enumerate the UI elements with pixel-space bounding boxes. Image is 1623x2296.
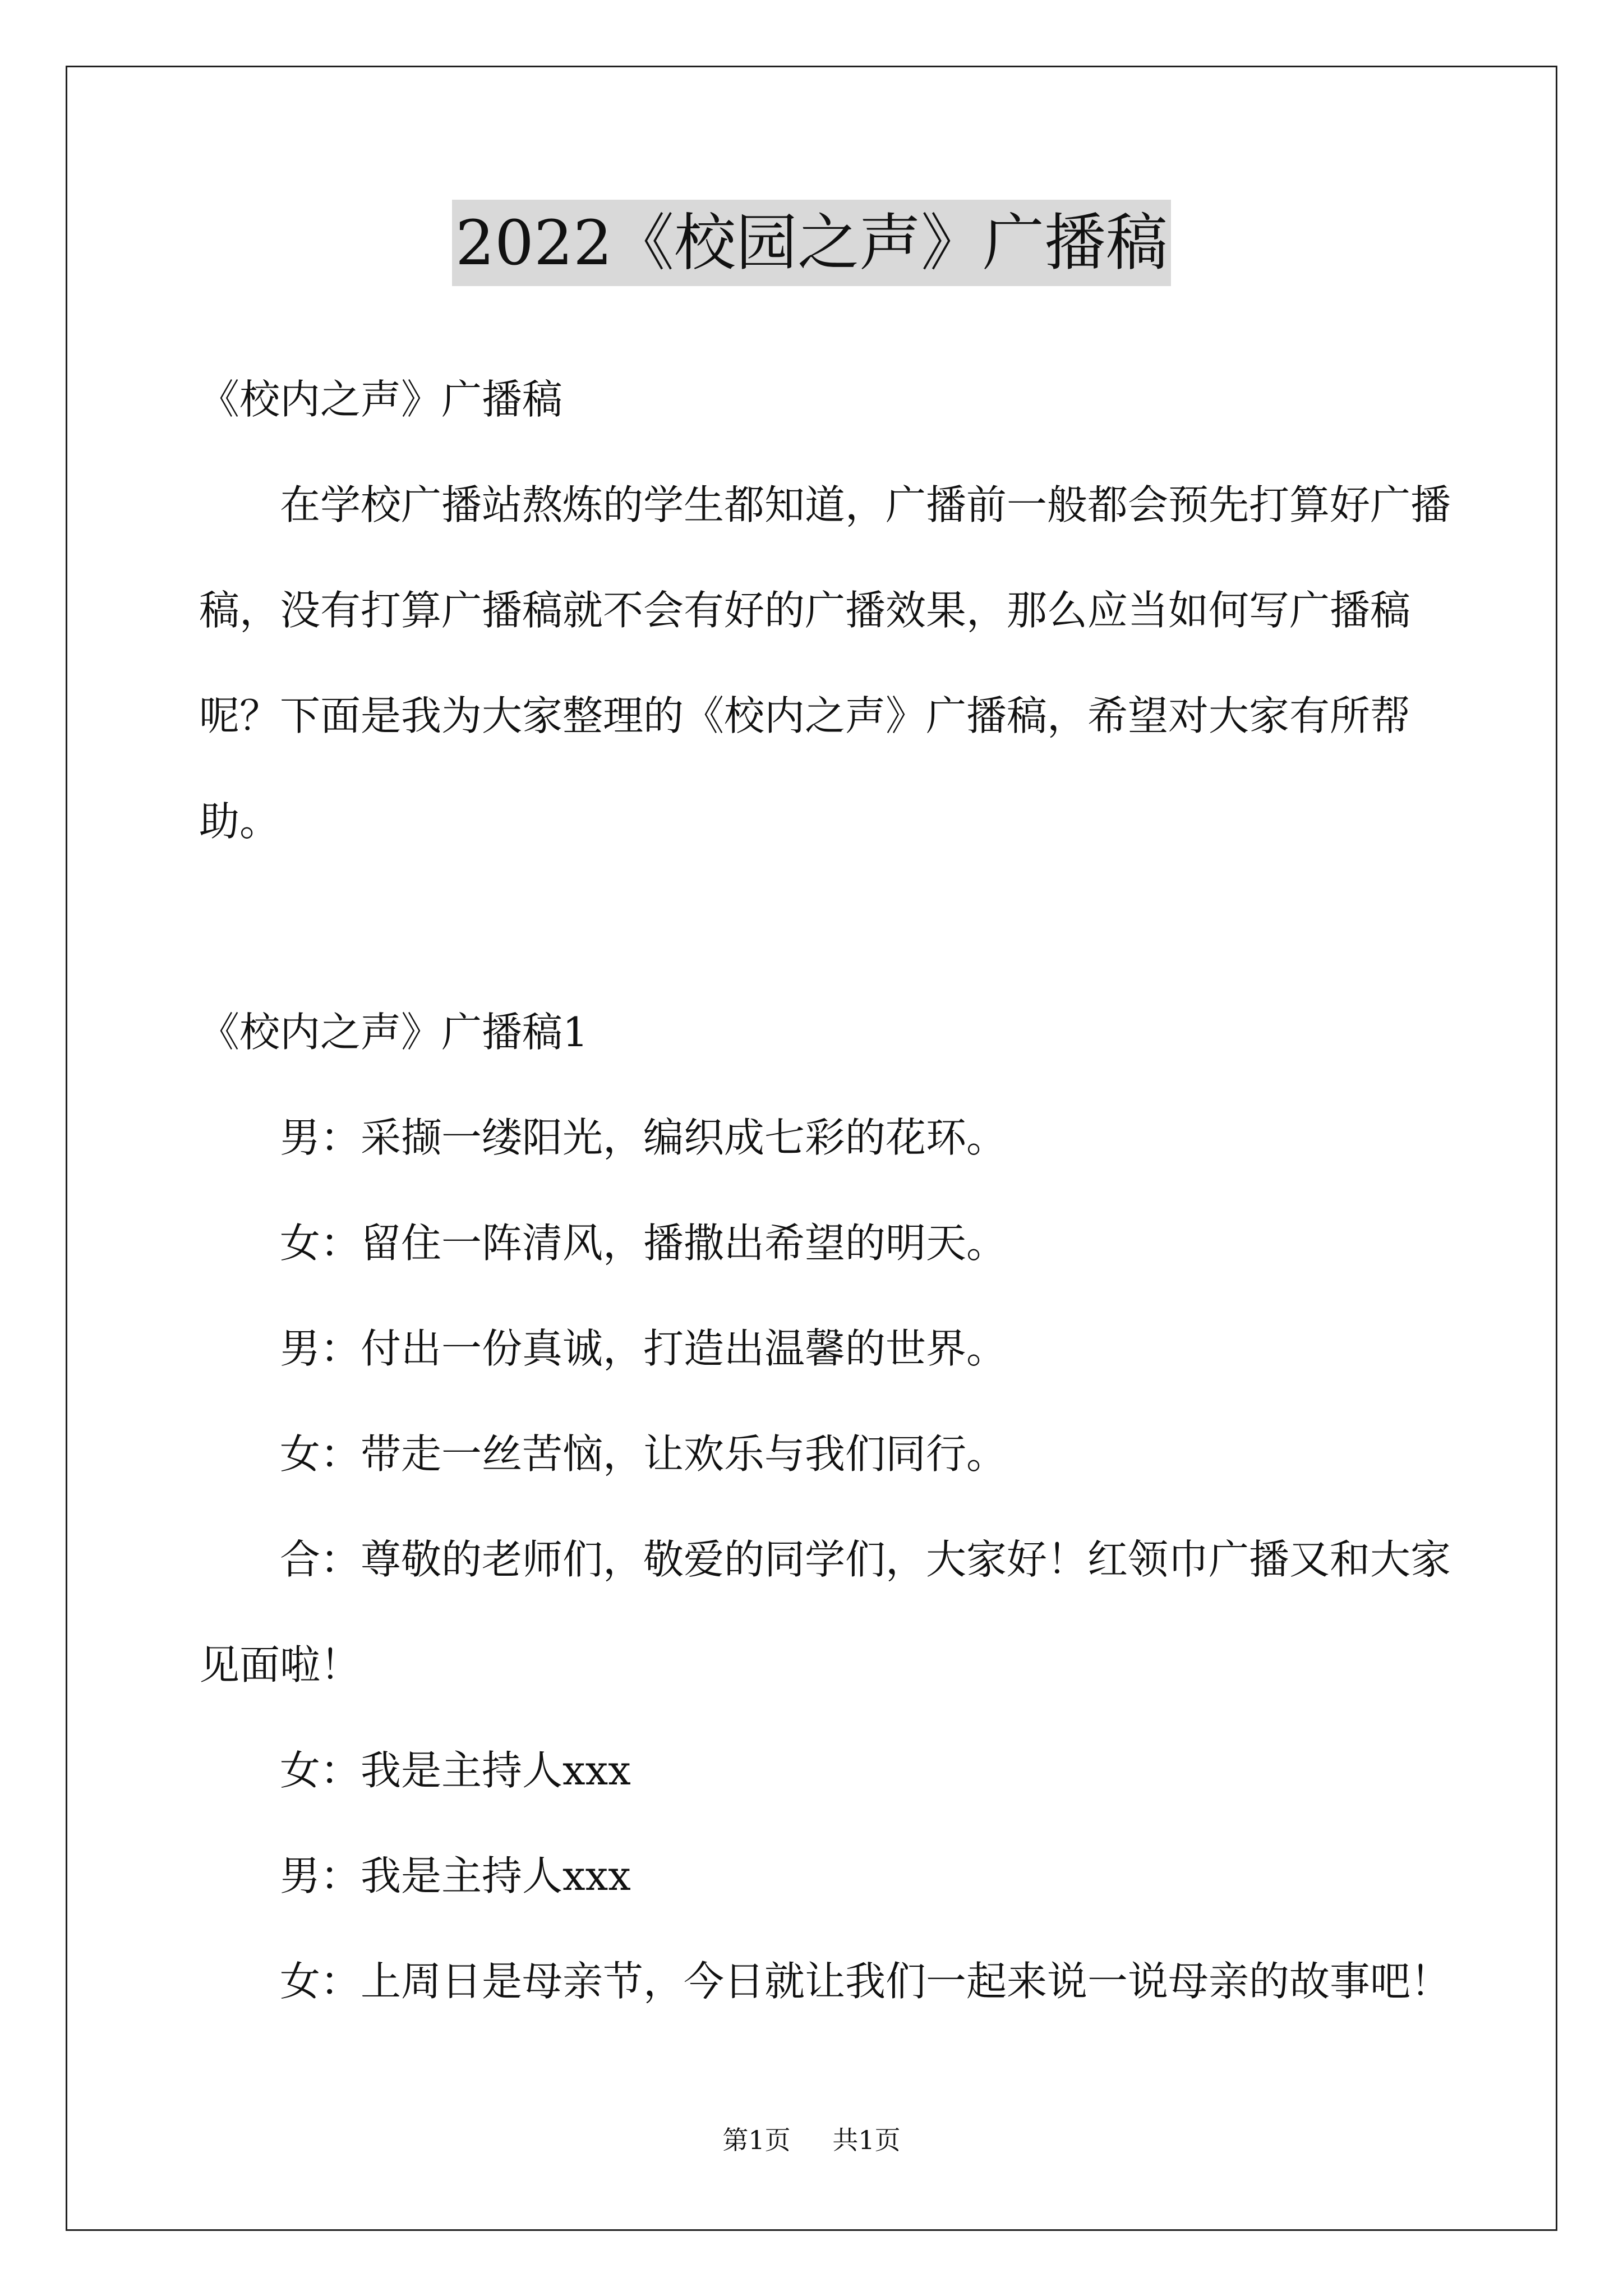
page-number-current: 第1页 bbox=[722, 2125, 791, 2155]
script-line: 女：带走一丝苦恼，让欢乐与我们同行。 bbox=[280, 1430, 1007, 1478]
page-number-total: 共1页 bbox=[832, 2125, 901, 2155]
document-body bbox=[199, 347, 1455, 2034]
section-heading: 《校内之声》广播稿1 bbox=[199, 1009, 588, 1056]
script-line: 女：留住一阵清风，播撒出希望的明天。 bbox=[280, 1220, 1007, 1267]
script-line: 男：付出一份真诚，打造出温馨的世界。 bbox=[280, 1325, 1007, 1372]
page-footer bbox=[0, 2123, 1623, 2157]
script-line: 合：尊敬的老师们，敬爱的同学们，大家好！红领巾广播又和大家见面啦！ bbox=[199, 1536, 1451, 1688]
script-line: 男：我是主持人xxx bbox=[280, 1852, 631, 1899]
intro-paragraph: 在学校广播站熬炼的学生都知道，广播前一般都会预先打算好广播稿，没有打算广播稿就不会有好的广播效果，那么应当如何写广播稿呢？下面是我为大家整理的《校内之声》广播稿，希望对大家有所帮助。 bbox=[199, 481, 1451, 845]
document-title-text: 2022《校园之声》广播稿 bbox=[452, 200, 1171, 286]
script-line: 男：采撷一缕阳光，编织成七彩的花环。 bbox=[280, 1114, 1007, 1161]
document-subtitle: 《校内之声》广播稿 bbox=[199, 376, 563, 423]
document-title bbox=[0, 200, 1623, 286]
paragraph-gap bbox=[199, 874, 1455, 979]
script-line: 女：我是主持人xxx bbox=[280, 1747, 631, 1794]
script-line: 女：上周日是母亲节，今日就让我们一起来说一说母亲的故事吧！ bbox=[280, 1958, 1451, 2005]
